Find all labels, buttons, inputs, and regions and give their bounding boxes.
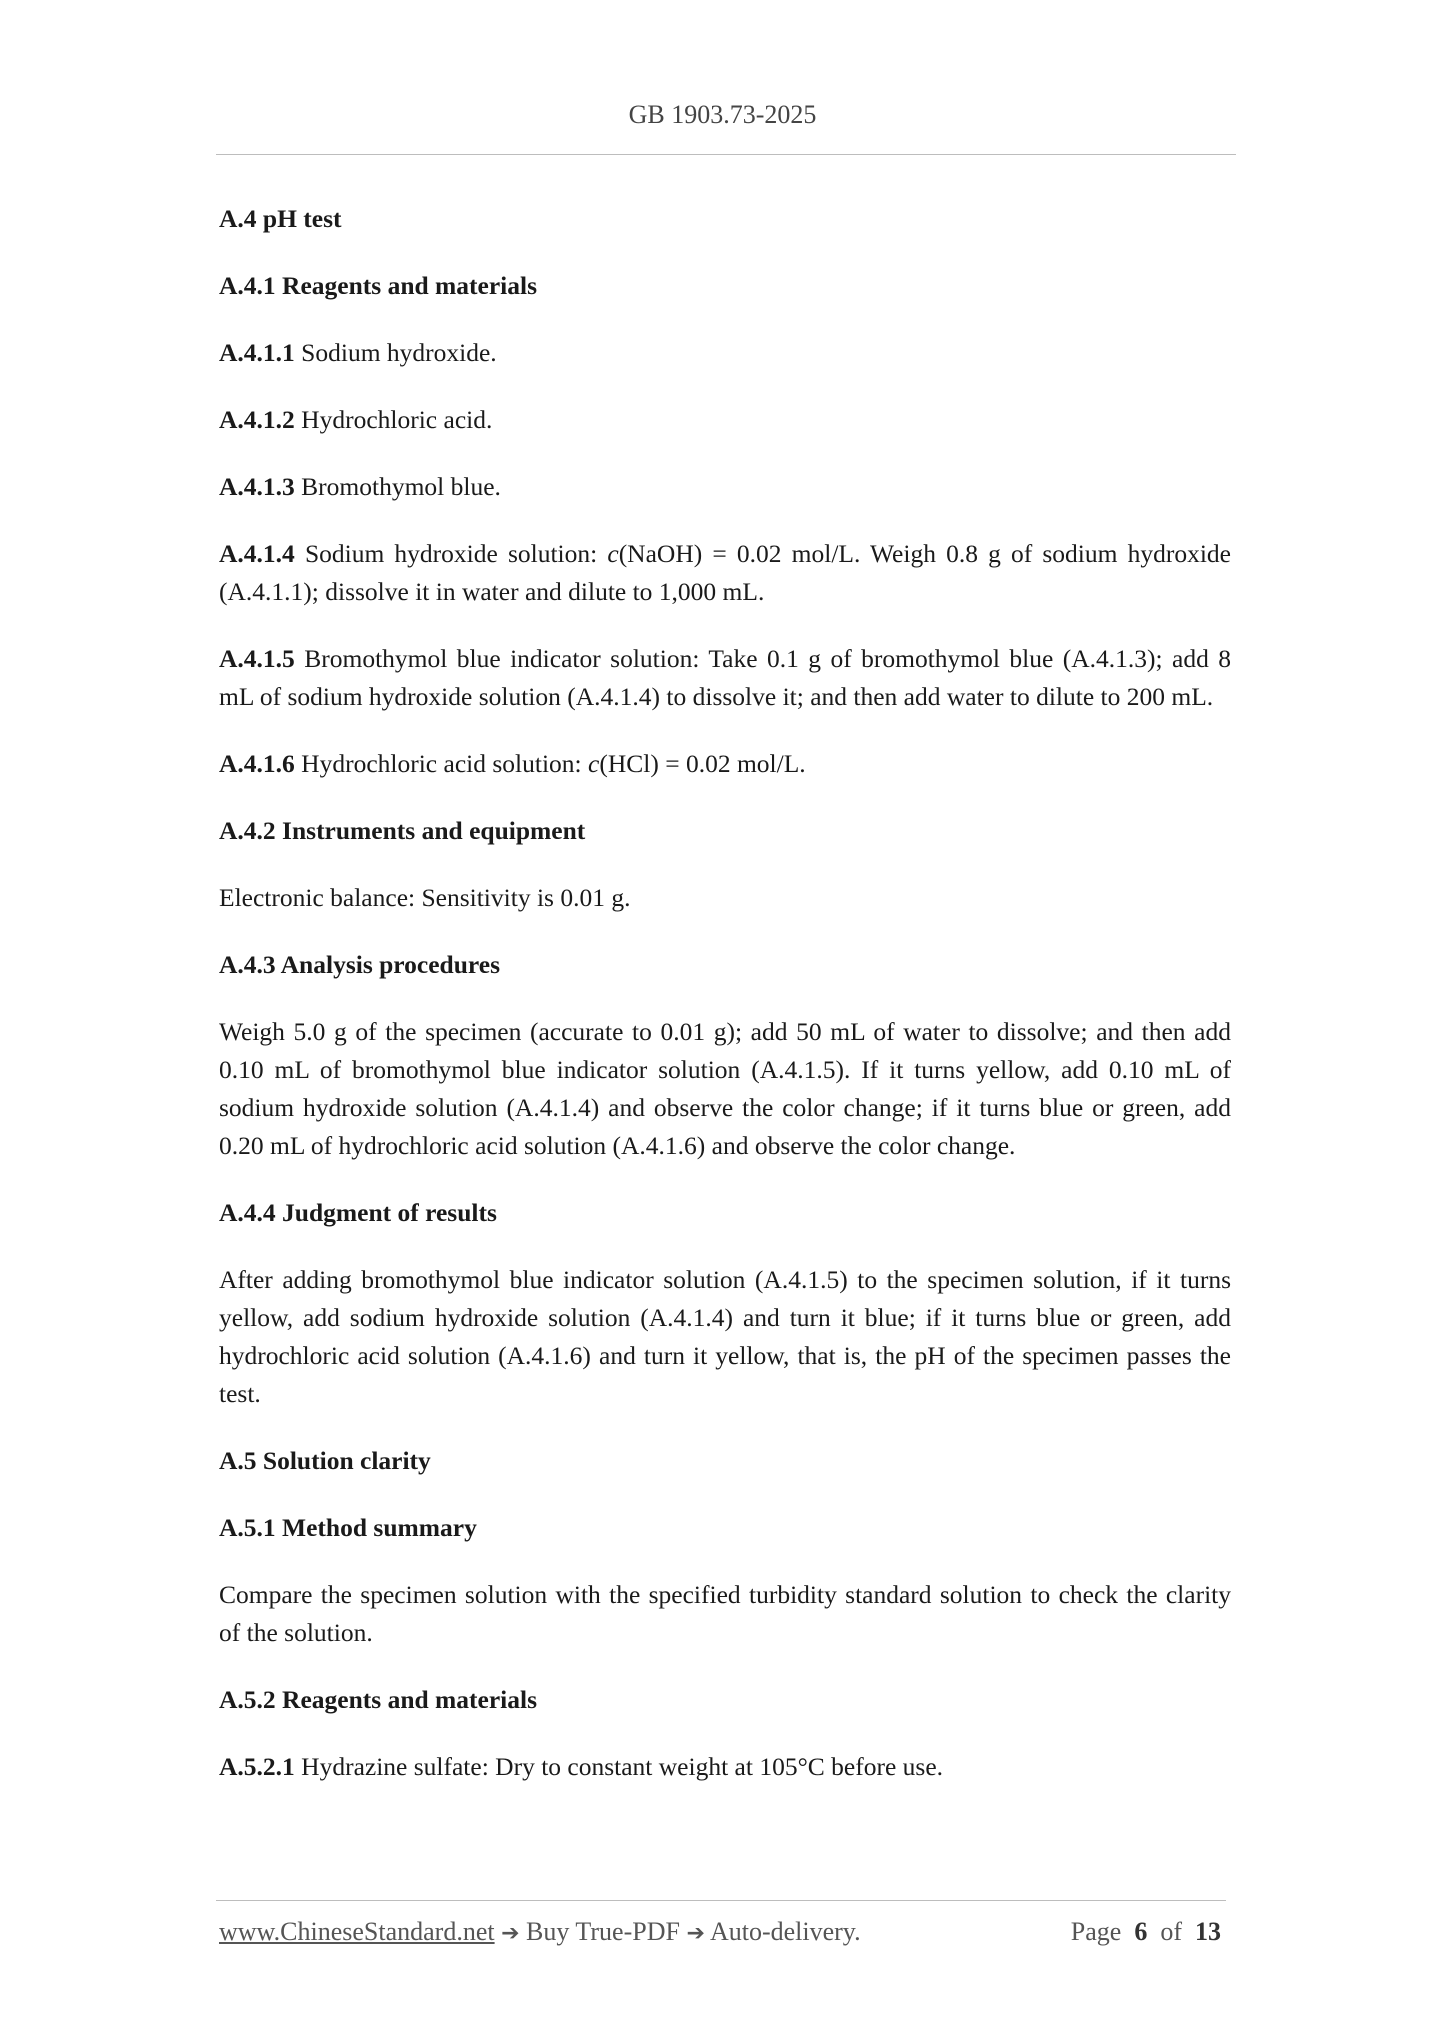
paragraph-a44: After adding bromothymol blue indicator solution (A.4.1.5) to the specimen solution, if it turns yellow, add sodium hydroxide solution (A.4.1.4) and turn it blue; if it turns blue or green, add hydrochloric acid solution (A.4.1.6) and turn it yellow, that is, the pH of the specimen passes the test. [219,1265,1231,1408]
page-total: 13 [1195,1917,1221,1946]
document-body [219,200,1231,1815]
clause-a411 [219,334,1231,372]
delivery-text: Auto-delivery. [704,1917,861,1946]
clause-text: Sodium hydroxide solution: [304,539,608,568]
footer-promo [219,1917,861,1947]
footer-divider [216,1900,1226,1901]
clause-text: Hydrazine sulfate: Dry to constant weight at 105°C before use. [301,1752,944,1781]
paragraph-a51: Compare the specimen solution with the specified turbidity standard solution to check the clarity of the solution. [219,1580,1231,1647]
clause-number: A.4.1.2 [219,405,295,434]
clause-a414 [219,535,1231,611]
clause-a412 [219,401,1231,439]
header-divider [216,154,1236,155]
section-heading-a5: A.5 Solution clarity [219,1446,431,1475]
paragraph-a42: Electronic balance: Sensitivity is 0.01 g. [219,883,631,912]
clause-a416 [219,745,1231,783]
arrow-right-icon: ➔ [501,1921,520,1946]
page-footer [219,1917,1231,1957]
page-number [1071,1917,1221,1947]
concentration-symbol: c [588,749,600,778]
clause-text-cont: (HCl) = 0.02 mol/L. [599,749,806,778]
page-label: Page [1070,1917,1122,1946]
section-heading-a44: A.4.4 Judgment of results [219,1198,497,1227]
clause-text-cont: (NaOH) = 0.02 mol/L. Weigh 0.8 g of sodium hydroxide (A.4.1.1); dissolve it in water and dilute to 1,000 mL. [219,539,1231,606]
section-heading-a43: A.4.3 Analysis procedures [219,950,501,979]
clause-text: Sodium hydroxide. [301,338,497,367]
clause-a413 [219,468,1231,506]
section-heading-a51: A.5.1 Method summary [219,1513,477,1542]
clause-number: A.4.1.4 [219,539,295,568]
section-heading-a42: A.4.2 Instruments and equipment [219,816,586,845]
clause-a521 [219,1748,1231,1786]
clause-number: A.4.1.5 [219,644,295,673]
concentration-symbol: c [607,539,619,568]
clause-text: Bromothymol blue indicator solution: Take 0.1 g of bromothymol blue (A.4.1.3); add 8 mL of sodium hydroxide solution (A.4.1.4) to dissolve it; and then add water to dilute to 200 mL. [219,644,1232,711]
clause-number: A.4.1.6 [219,749,295,778]
arrow-right-icon: ➔ [686,1921,705,1946]
clause-text: Bromothymol blue. [301,472,501,501]
clause-a415 [219,640,1231,716]
website-link[interactable]: www.ChineseStandard.net [219,1917,495,1946]
section-heading-a41: A.4.1 Reagents and materials [219,271,538,300]
paragraph-a43: Weigh 5.0 g of the specimen (accurate to 0.01 g); add 50 mL of water to dissolve; and then add 0.10 mL of bromothymol blue indicator solution (A.4.1.5). If it turns yellow, add 0.10 mL of sodium hydroxide solution (A.4.1.4) and observe the color change; if it turns blue or green, add 0.20 mL of hydrochloric acid solution (A.4.1.6) and observe the color change. [219,1017,1231,1160]
buy-text: Buy True-PDF [519,1917,687,1946]
page-of: of [1160,1917,1182,1946]
section-heading-a4: A.4 pH test [219,204,342,233]
section-heading-a52: A.5.2 Reagents and materials [219,1685,538,1714]
page-current: 6 [1134,1917,1148,1946]
clause-text: Hydrochloric acid. [301,405,493,434]
document-header: GB 1903.73-2025 [628,100,817,129]
clause-number: A.5.2.1 [219,1752,295,1781]
clause-number: A.4.1.3 [219,472,295,501]
clause-text: Hydrochloric acid solution: [301,749,588,778]
clause-number: A.4.1.1 [219,338,295,367]
